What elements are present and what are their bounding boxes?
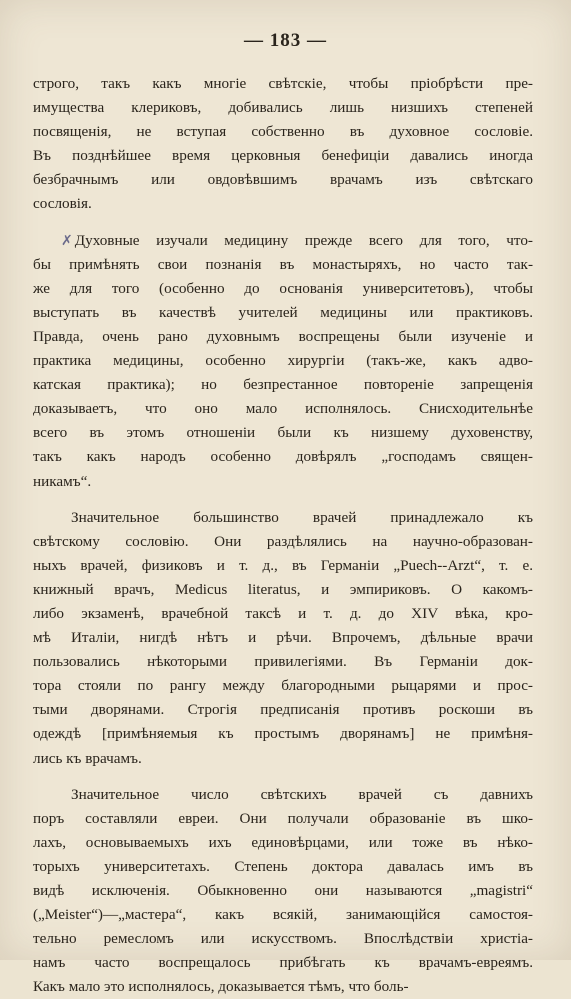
line-text: бы примѣнять свои познанія въ монастыряхъ, но часто так-: [33, 255, 533, 273]
text-line: [33, 253, 533, 277]
line-text: видѣ исключенія. Обыкновенно они называются „magistri“: [33, 882, 533, 899]
text-line: [33, 192, 533, 216]
line-text: посвященія, не вступая собственно въ духовное сословіе.: [33, 123, 533, 141]
text-line: [33, 325, 533, 349]
line-text: Правда, очень рано духовнымъ воспрещены были изученіе и: [33, 327, 533, 345]
line-text: ныхъ врачей, физиковъ и т. д., въ Германіи „Puech--Arzt“, т. е.: [33, 556, 533, 574]
text-line: [33, 168, 533, 192]
text-line: [33, 301, 533, 325]
line-text: практика медицины, особенно хирургіи (такъ-же, какъ адво-: [33, 352, 533, 370]
text-line: [33, 903, 533, 927]
text-line: [33, 144, 533, 168]
text-line: [33, 747, 533, 771]
line-text: сословія.: [33, 195, 92, 213]
paragraph: [33, 506, 533, 771]
text-line: [33, 229, 533, 253]
text-line: [33, 277, 533, 301]
line-text: строго, такъ какъ многіе свѣтскіе, чтобы пріобрѣсти пре-: [33, 75, 533, 92]
line-text: Какъ мало это исполнялось, доказывается тѣмъ, что боль-: [33, 978, 409, 996]
line-text: тельно ремесломъ или искусствомъ. Впослѣдствіи христіа-: [33, 930, 533, 948]
text-line: [33, 554, 533, 578]
text-line: [33, 506, 533, 530]
line-text: же для того (особенно до основанія университетовъ), чтобы: [33, 279, 533, 297]
text-line: [33, 674, 533, 698]
line-text: тора стояли по рангу между благородными рыцарями и прос-: [33, 677, 533, 695]
paragraph: [33, 72, 533, 217]
line-text: катская практика); но безпрестанное повтореніе запрещенія: [33, 376, 533, 394]
text-line: [33, 975, 533, 999]
paragraph-gap: [33, 494, 533, 506]
text-line: [33, 397, 533, 421]
text-line: [33, 421, 533, 445]
line-text: лись къ врачамъ.: [33, 749, 142, 767]
text-line: [33, 807, 533, 831]
line-text: свѣтскому сословію. Они раздѣлялись на научно-образован-: [33, 532, 533, 550]
text-line: [33, 445, 533, 469]
line-text: выступать въ качествѣ учителей медицины или практиковъ.: [33, 303, 533, 321]
paragraph-gap: [33, 771, 533, 783]
line-text: мѣ Италіи, нигдѣ нѣтъ и рѣчи. Впрочемъ, дѣльные врачи: [33, 629, 533, 647]
line-text: либо экзаменѣ, врачебной таксѣ и т. д. до XIV вѣка, кро-: [33, 604, 533, 622]
text-line: [33, 349, 533, 373]
line-text: поръ составляли евреи. Они получали образованіе въ шко-: [33, 809, 533, 827]
line-text: Въ позднѣйшее время церковныя бенефиціи давались иногда: [33, 147, 533, 165]
paragraph: [33, 783, 533, 999]
line-text: („Meister“)—„мастера“, какъ всякій, занимающійся самостоя-: [33, 906, 533, 924]
text-line: [33, 530, 533, 554]
text-line: [33, 602, 533, 626]
text-line: [33, 72, 533, 96]
line-text: намъ часто воспрещалось прибѣгать къ врачамъ-евреямъ.: [33, 954, 533, 972]
line-text: пользовались нѣкоторыми привилегіями. Въ Германіи док-: [33, 653, 533, 671]
line-text: доказываетъ, что оно мало исполнялось. Снисходительнѣе: [33, 400, 533, 418]
text-line: [33, 698, 533, 722]
text-line: [33, 373, 533, 397]
line-text: книжный врачъ, Medicus literatus, и эмпириковъ. О какомъ-: [33, 580, 533, 598]
text-line: [33, 578, 533, 602]
line-text: Значительное большинство врачей принадлежало къ: [71, 508, 533, 526]
paragraph: [33, 229, 533, 494]
line-text: тыми дворянами. Строгія предписанія противъ роскоши въ: [33, 701, 533, 719]
line-text: Духовные изучали медицину прежде всего для того, что-: [74, 231, 533, 249]
text-line: [33, 722, 533, 746]
line-text: никамъ“.: [33, 472, 92, 490]
line-text: одеждѣ [примѣняемыя къ простымъ дворянамъ] не примѣня-: [33, 725, 533, 743]
text-line: [33, 783, 533, 807]
text-line: [33, 650, 533, 674]
text-line: [33, 879, 533, 903]
line-text: лахъ, основываемыхъ ихъ единовѣрцами, или тоже въ нѣко-: [33, 833, 533, 851]
line-text: Значительное число свѣтскихъ врачей съ давнихъ: [71, 785, 533, 803]
text-line: [33, 927, 533, 951]
text-line: [33, 120, 533, 144]
text-line: [33, 626, 533, 650]
text-line: [33, 96, 533, 120]
line-text: безбрачнымъ или овдовѣвшимъ врачамъ изъ свѣтскаго: [33, 171, 533, 189]
line-text: имущества клериковъ, добивались лишь низшихъ степеней: [33, 99, 533, 117]
text-line: [33, 951, 533, 975]
margin-mark-icon: ✗: [61, 233, 73, 249]
text-line: [33, 470, 533, 494]
line-text: всего въ этомъ отношеніи были къ низшему духовенству,: [33, 424, 533, 442]
page-number-header: — 183 —: [244, 30, 327, 51]
line-text: торыхъ университетахъ. Степень доктора давалась имъ въ: [33, 857, 533, 875]
line-text: такъ какъ народъ особенно довѣрялъ „господамъ священ-: [33, 448, 533, 466]
text-line: [33, 855, 533, 879]
document-body: [33, 72, 533, 999]
paragraph-gap: [33, 217, 533, 229]
text-line: [33, 831, 533, 855]
